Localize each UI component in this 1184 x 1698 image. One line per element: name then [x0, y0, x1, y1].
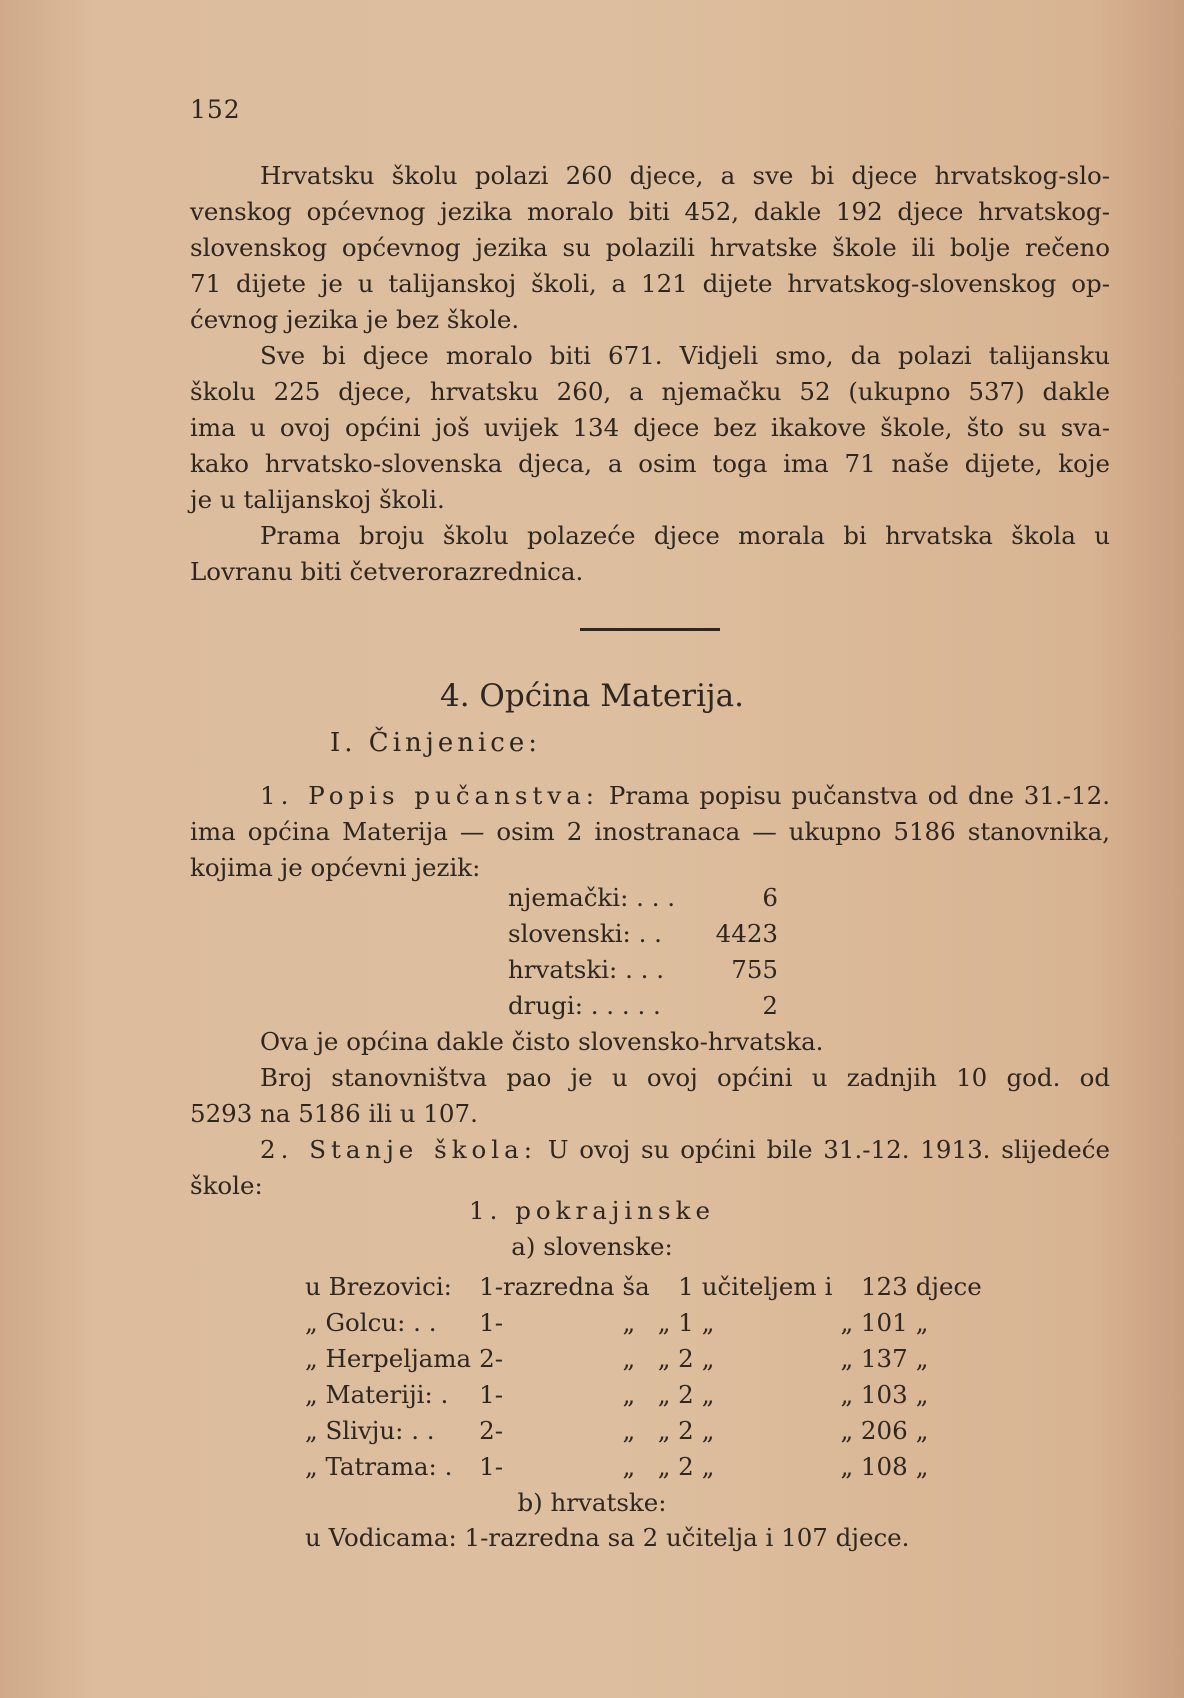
school-sa: „	[622, 1307, 636, 1337]
text-line: ćevnog jezika je bez škole.	[190, 305, 520, 334]
language-count: 755	[731, 955, 778, 984]
school-teachers: „ 2	[657, 1343, 694, 1373]
text-line: Lovranu biti četverorazrednica.	[190, 557, 584, 586]
school-tword: „	[701, 1307, 715, 1337]
school-pupils: „ 108	[840, 1451, 908, 1481]
language-count: 2	[762, 991, 778, 1020]
text-line: 71 dijete je u talijanskoj školi, a 121 dijete hrvatskog-slovenskog op-	[190, 269, 1110, 298]
subsection-heading: I. Činjenice:	[330, 728, 541, 758]
text-line: ima u ovoj općini još uvijek 134 djece bez ikakove škole, što su sva-	[190, 413, 1110, 442]
text-line: školu 225 djece, hrvatsku 260, a njemačku 52 (ukupno 537) dakle	[190, 377, 1110, 406]
language-row	[508, 988, 778, 1024]
text-line: Broj stanovništva pao je u ovoj općini u zadnjih 10 god. od	[260, 1063, 1110, 1092]
text-line: slovenskog općevnog jezika su polazili hrvatske škole ili bolje rečeno	[190, 233, 1110, 262]
popis-line: 1. Popis pučanstva: Prama popisu pučanstva od dne 31.-12.	[260, 781, 1110, 810]
school-place: „ Herpeljama	[305, 1343, 472, 1373]
stanje-paragraph	[190, 1132, 1110, 1204]
school-row	[305, 1304, 990, 1340]
popis-line: ima općina Materija — osim 2 inostranaca — ukupno 5186 stanovnika,	[190, 817, 1110, 846]
language-row	[508, 880, 778, 916]
school-type: 2-	[479, 1415, 503, 1445]
school-i	[825, 1304, 841, 1340]
school-sa: „	[622, 1451, 636, 1481]
school-row	[305, 1448, 990, 1484]
school-place: „ Tatrama: .	[305, 1451, 453, 1481]
text-line: Sve bi djece moralo biti 671. Vidjeli smo, da polazi talijansku	[260, 341, 1110, 370]
language-label: slovenski: . .	[508, 919, 662, 948]
school-tword: „	[701, 1451, 715, 1481]
school-pupils: „ 103	[840, 1379, 908, 1409]
school-pupils: „ 137	[840, 1343, 908, 1373]
language-count: 4423	[715, 919, 778, 948]
stanje-line: škole:	[190, 1171, 263, 1200]
section-divider	[580, 628, 720, 631]
text-line: Ova je općina dakle čisto slovensko-hrvatska.	[260, 1027, 824, 1056]
school-pword: „	[915, 1451, 929, 1481]
text-line: venskog općevnog jezika moralo biti 452, dakle 192 djece hrvatskog-	[190, 197, 1110, 226]
stanje-line: 2. Stanje škola: U ovoj su općini bile 31.-12. 1913. slijedeće	[260, 1135, 1110, 1164]
schools-table	[305, 1268, 990, 1484]
school-row	[305, 1268, 990, 1304]
pokrajinske-heading: 1. pokrajinske	[469, 1196, 715, 1225]
language-row	[508, 952, 778, 988]
school-pupils: „ 206	[840, 1415, 908, 1445]
school-sa: „	[622, 1343, 636, 1373]
school-tword: „	[701, 1415, 715, 1445]
school-i	[825, 1340, 841, 1376]
school-type: 1-	[479, 1307, 503, 1337]
school-place: „ Slivju: . .	[305, 1415, 435, 1445]
language-label: hrvatski: . . .	[508, 955, 665, 984]
intro-text	[190, 158, 1110, 590]
language-label: njemački: . . .	[508, 883, 676, 912]
population-summary	[190, 1024, 1110, 1132]
school-pword: „	[915, 1307, 929, 1337]
school-tword: „	[701, 1343, 715, 1373]
popis-label: 1. Popis pučanstva:	[260, 781, 600, 810]
language-label: drugi: . . . . .	[508, 991, 661, 1020]
school-i	[825, 1448, 841, 1484]
school-type: 1-	[479, 1379, 503, 1409]
school-teachers: „ 2	[657, 1379, 694, 1409]
school-pword: „	[915, 1415, 929, 1445]
text-line: 5293 na 5186 ili u 107.	[190, 1099, 478, 1128]
school-pupils: 123	[860, 1271, 908, 1301]
school-place: „ Materiji: .	[305, 1379, 449, 1409]
school-tword: učiteljem	[701, 1271, 817, 1301]
school-teachers: „ 2	[657, 1451, 694, 1481]
school-type: 1-razredna	[479, 1271, 615, 1301]
school-place: „ Golcu: . .	[305, 1307, 437, 1337]
text-line: kako hrvatsko-slovenska djeca, a osim toga ima 71 naše dijete, koje	[190, 449, 1110, 478]
school-sa: „	[622, 1415, 636, 1445]
hrvatske-line: u Vodicama: 1-razredna sa 2 učitelja i 107 djece.	[305, 1523, 910, 1552]
school-pword: djece	[915, 1271, 982, 1301]
school-type: 1-	[479, 1451, 503, 1481]
hrvatske-heading: b) hrvatske:	[517, 1488, 667, 1517]
school-pword: „	[915, 1343, 929, 1373]
slovenske-heading: a) slovenske:	[511, 1232, 673, 1261]
school-i: i	[824, 1271, 833, 1301]
school-row	[305, 1340, 990, 1376]
school-pupils: „ 101	[840, 1307, 908, 1337]
school-type: 2-	[479, 1343, 503, 1373]
language-count: 6	[762, 883, 778, 912]
popis-paragraph	[190, 778, 1110, 886]
section-heading: 4. Općina Materija.	[440, 678, 744, 714]
page-number: 152	[190, 95, 241, 124]
stanje-label: 2. Stanje škola:	[260, 1135, 537, 1164]
language-list	[508, 880, 778, 1024]
school-teachers: „ 1	[657, 1307, 694, 1337]
school-place: u Brezovici:	[305, 1271, 452, 1301]
school-sa: „	[622, 1379, 636, 1409]
text-line: Hrvatsku školu polazi 260 djece, a sve bi djece hrvatskog-slo-	[260, 161, 1110, 190]
school-i	[825, 1412, 841, 1448]
school-row	[305, 1376, 990, 1412]
school-i	[825, 1376, 841, 1412]
text-line: je u talijanskoj školi.	[190, 485, 445, 514]
school-teachers: 1	[678, 1271, 694, 1301]
school-pword: „	[915, 1379, 929, 1409]
school-tword: „	[701, 1379, 715, 1409]
language-row	[508, 916, 778, 952]
school-row	[305, 1412, 990, 1448]
school-teachers: „ 2	[657, 1415, 694, 1445]
school-sa: ša	[622, 1271, 650, 1301]
popis-line: kojima je općevni jezik:	[190, 853, 481, 882]
text-line: Prama broju školu polazeće djece morala bi hrvatska škola u	[260, 521, 1110, 550]
